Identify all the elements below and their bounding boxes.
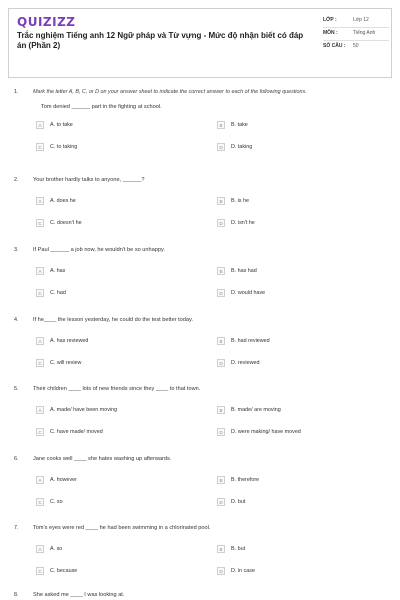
option-letter-box: A (36, 267, 44, 275)
answer-options (36, 267, 392, 313)
option-text: C. doesn't he (50, 220, 82, 226)
question-text: Tom's eyes were red ____ he had been swimming in a chlorinated pool. (33, 525, 211, 531)
option-a[interactable] (36, 267, 65, 275)
answer-options (36, 337, 392, 383)
question-text-line (14, 385, 392, 393)
question-number: 8. (14, 592, 19, 598)
answer-options (36, 476, 392, 522)
option-d[interactable] (217, 498, 245, 506)
option-letter-box: C (36, 498, 44, 506)
question-text: Tom denied ______ part in the fighting at school. (41, 104, 162, 110)
option-c[interactable] (36, 567, 77, 575)
question-3 (14, 246, 392, 313)
option-c[interactable] (36, 359, 81, 367)
option-letter-box: D (217, 143, 225, 151)
option-letter-box: B (217, 545, 225, 553)
option-text: D. in case (231, 568, 255, 574)
option-text: A. has (50, 268, 66, 274)
option-b[interactable] (217, 545, 245, 553)
option-text: D. reviewed (231, 360, 260, 366)
question-text-line (14, 316, 392, 324)
question-text-line (14, 246, 392, 254)
answer-options (36, 406, 392, 452)
question-number: 1. (14, 89, 19, 95)
option-text: D. but (231, 499, 246, 505)
meta-label: MÔN : (323, 30, 338, 36)
question-text: Your brother hardly talks to anyone, ______? (33, 177, 145, 183)
question-number: 2. (14, 177, 19, 183)
option-letter-box: A (36, 476, 44, 484)
option-letter-box: C (36, 567, 44, 575)
question-number: 7. (14, 525, 19, 531)
option-text: D. isn't he (231, 220, 255, 226)
option-text: C. to taking (50, 144, 78, 150)
option-b[interactable] (217, 406, 281, 414)
option-letter-box: B (217, 267, 225, 275)
worksheet-title: Trắc nghiệm Tiếng anh 12 Ngữ pháp và Từ vựng - Mức độ nhận biết có đáp án (Phần 2) (17, 31, 304, 50)
option-d[interactable] (217, 289, 265, 297)
option-a[interactable] (36, 197, 76, 205)
option-text: D. would have (231, 290, 266, 296)
option-d[interactable] (217, 359, 259, 367)
quizizz-logo: QUIZIZZ (17, 15, 76, 29)
option-b[interactable] (217, 121, 248, 129)
answer-options (36, 545, 392, 591)
option-text: B. therefore (231, 477, 260, 483)
meta-value: Tiếng Anh (353, 30, 376, 36)
option-letter-box: D (217, 428, 225, 436)
option-letter-box: C (36, 219, 44, 227)
option-a[interactable] (36, 406, 117, 414)
option-text: A. has reviewed (50, 338, 89, 344)
option-c[interactable] (36, 428, 103, 436)
option-text: A. however (50, 477, 77, 483)
option-c[interactable] (36, 143, 77, 151)
option-text: B. take (231, 122, 248, 128)
option-a[interactable] (36, 476, 77, 484)
option-c[interactable] (36, 498, 63, 506)
meta-row-count (323, 41, 389, 53)
question-number: 3. (14, 247, 19, 253)
option-letter-box: D (217, 359, 225, 367)
option-letter-box: D (217, 219, 225, 227)
instruction-line (14, 88, 392, 96)
worksheet-header (8, 8, 392, 78)
option-d[interactable] (217, 219, 255, 227)
option-b[interactable] (217, 197, 249, 205)
option-letter-box: A (36, 337, 44, 345)
question-text: Their children ____ lots of new friends since they ____ to that town. (33, 386, 201, 392)
question-7 (14, 524, 392, 591)
question-text: Jane cooks well ____ she hates washing up afterwards. (33, 456, 172, 462)
option-c[interactable] (36, 219, 82, 227)
option-d[interactable] (217, 143, 252, 151)
question-8-partial (14, 592, 124, 598)
option-letter-box: A (36, 121, 44, 129)
option-letter-box: C (36, 428, 44, 436)
option-text: B. but (231, 546, 246, 552)
meta-row-subject (323, 28, 389, 41)
instruction-text: Mark the letter A, B, C, or D on your answer sheet to indicate the correct answer to each of the following questions. (33, 89, 307, 95)
question-6 (14, 455, 392, 522)
option-text: C. have made/ moved (50, 429, 103, 435)
option-a[interactable] (36, 121, 73, 129)
option-text: A. so (50, 546, 63, 552)
option-text: D. were making/ have moved (231, 429, 301, 435)
question-number: 4. (14, 317, 19, 323)
option-text: A. to take (50, 122, 73, 128)
option-text: C. because (50, 568, 78, 574)
meta-label: LỚP : (323, 17, 337, 23)
option-letter-box: B (217, 406, 225, 414)
option-letter-box: D (217, 498, 225, 506)
option-letter-box: B (217, 197, 225, 205)
option-letter-box: D (217, 289, 225, 297)
question-text: If he____ the lesson yesterday, he could do the test better today. (33, 317, 193, 323)
question-text: She asked me ____ I was looking at. (33, 592, 125, 598)
option-text: D. taking (231, 144, 253, 150)
option-letter-box: C (36, 289, 44, 297)
meta-value: 50 (353, 43, 359, 49)
worksheet-meta (323, 15, 389, 53)
meta-label: SỐ CÂU : (323, 43, 346, 49)
option-text: C. so (50, 499, 63, 505)
meta-row-class (323, 15, 389, 28)
option-b[interactable] (217, 337, 270, 345)
meta-value: Lớp 12 (353, 17, 369, 23)
option-letter-box: B (217, 337, 225, 345)
option-text: C. had (50, 290, 66, 296)
option-letter-box: A (36, 406, 44, 414)
option-letter-box: D (217, 567, 225, 575)
question-4 (14, 316, 392, 383)
option-text: C. will review (50, 360, 82, 366)
option-text: B. made/ are moving (231, 407, 281, 413)
option-letter-box: C (36, 359, 44, 367)
option-letter-box: C (36, 143, 44, 151)
question-text-line (14, 524, 392, 532)
option-letter-box: A (36, 197, 44, 205)
option-a[interactable] (36, 337, 88, 345)
option-text: B. had reviewed (231, 338, 270, 344)
option-c[interactable] (36, 289, 66, 297)
option-text: A. made/ have been moving (50, 407, 118, 413)
question-number: 5. (14, 386, 19, 392)
question-2 (14, 176, 392, 243)
option-letter-box: B (217, 121, 225, 129)
question-5 (14, 385, 392, 452)
option-d[interactable] (217, 567, 255, 575)
option-text: A. does he (50, 198, 76, 204)
option-d[interactable] (217, 428, 301, 436)
option-b[interactable] (217, 267, 257, 275)
question-text-line (14, 455, 392, 463)
question-number: 6. (14, 456, 19, 462)
option-letter-box: B (217, 476, 225, 484)
question-text-line (41, 103, 392, 111)
option-a[interactable] (36, 545, 62, 553)
question-text-line (14, 176, 392, 184)
question-text: If Paul ______ a job now, he wouldn't be so unhappy. (33, 247, 165, 253)
question-1 (14, 88, 392, 167)
option-b[interactable] (217, 476, 259, 484)
answer-options (36, 121, 392, 167)
option-text: B. is he (231, 198, 249, 204)
option-letter-box: A (36, 545, 44, 553)
option-text: B. has had (231, 268, 257, 274)
answer-options (36, 197, 392, 243)
